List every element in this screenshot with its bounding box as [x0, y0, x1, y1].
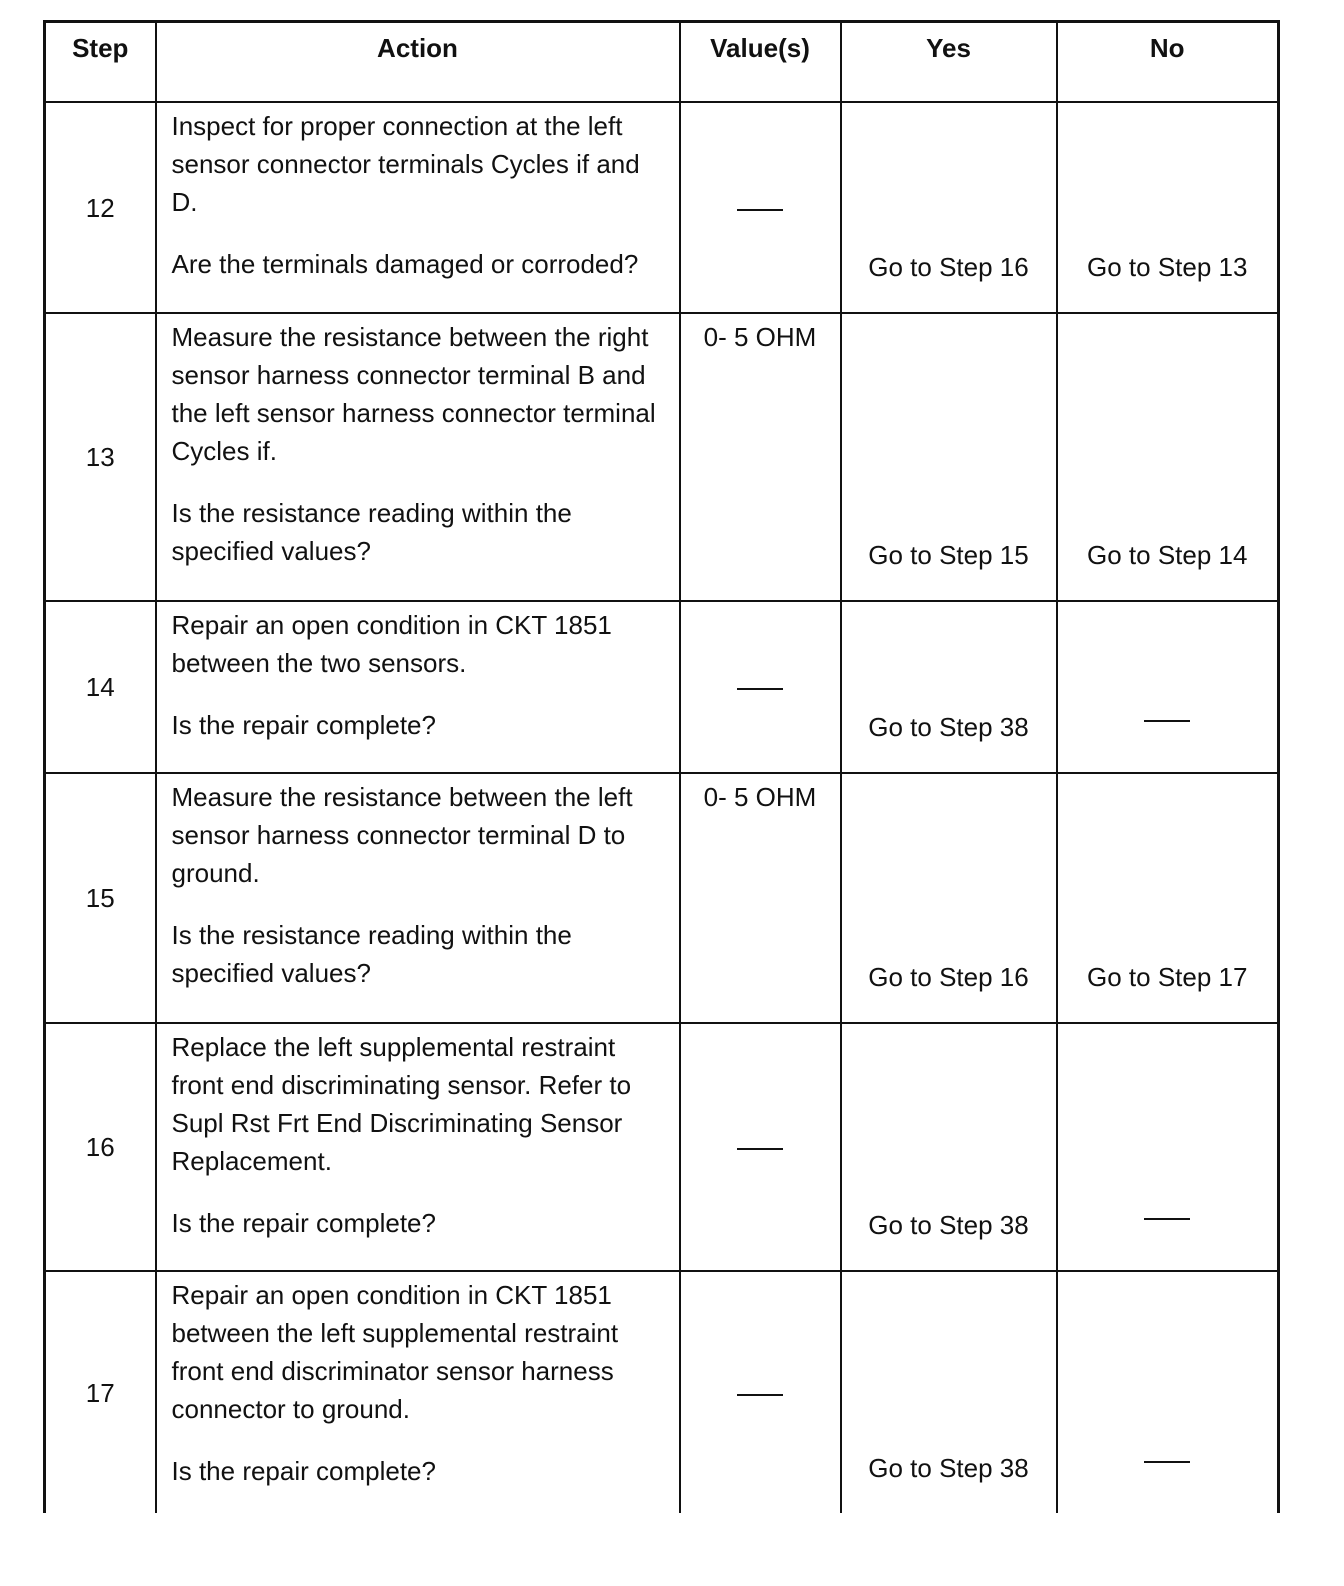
table-row: [45, 1023, 1279, 1271]
value-cell: [680, 1271, 841, 1513]
no-dash: [1144, 1218, 1190, 1220]
step-number: 17: [45, 1271, 156, 1513]
action-text: Measure the resistance between the left sensor harness connector terminal D to ground.: [171, 782, 633, 888]
no-cell: Go to Step 17: [1057, 773, 1279, 1023]
value-dash: [737, 209, 783, 211]
table-row: [45, 313, 1279, 601]
no-cell: Go to Step 14: [1057, 313, 1279, 601]
step-number: 14: [45, 601, 156, 773]
header-action: Action: [156, 22, 680, 103]
value-dash: [737, 688, 783, 690]
header-row: [45, 22, 1279, 103]
yes-cell: Go to Step 15: [841, 313, 1057, 601]
no-dash: [1144, 1461, 1190, 1463]
step-number: 13: [45, 313, 156, 601]
value-cell: [680, 1023, 841, 1271]
value-dash: [737, 1148, 783, 1150]
table-row: [45, 102, 1279, 313]
yes-cell: Go to Step 16: [841, 102, 1057, 313]
action-text: Replace the left supplemental restraint front end discriminating sensor. Refer to Supl Rst Frt End Discriminating Sensor Replacement.: [171, 1032, 632, 1176]
action-cell: [156, 313, 680, 601]
action-text: Repair an open condition in CKT 1851 between the two sensors.: [171, 610, 612, 678]
diagnostic-table: [43, 20, 1280, 1513]
action-question: Is the repair complete?: [171, 710, 436, 740]
no-cell: [1057, 601, 1279, 773]
action-question: Are the terminals damaged or corroded?: [171, 249, 639, 279]
step-number: 16: [45, 1023, 156, 1271]
header-step: Step: [45, 22, 156, 103]
action-question: Is the repair complete?: [171, 1456, 436, 1486]
yes-cell: Go to Step 38: [841, 1271, 1057, 1513]
no-cell: [1057, 1271, 1279, 1513]
action-text: Measure the resistance between the right sensor harness connector terminal B and the left sensor harness connector terminal Cycles if.: [171, 322, 656, 466]
action-cell: [156, 773, 680, 1023]
action-cell: [156, 601, 680, 773]
no-dash: [1144, 720, 1190, 722]
value-cell: [680, 102, 841, 313]
step-number: 15: [45, 773, 156, 1023]
action-question: Is the resistance reading within the specified values?: [171, 920, 572, 988]
yes-cell: Go to Step 38: [841, 1023, 1057, 1271]
action-cell: [156, 1271, 680, 1513]
value-cell: 0- 5 OHM: [680, 313, 841, 601]
table-row: [45, 601, 1279, 773]
action-cell: [156, 1023, 680, 1271]
action-question: Is the repair complete?: [171, 1208, 436, 1238]
action-text: Repair an open condition in CKT 1851 between the left supplemental restraint front end discriminator sensor harness connector to ground.: [171, 1280, 619, 1424]
table-row: [45, 773, 1279, 1023]
table-row: [45, 1271, 1279, 1513]
no-cell: Go to Step 13: [1057, 102, 1279, 313]
step-number: 12: [45, 102, 156, 313]
value-dash: [737, 1394, 783, 1396]
value-cell: 0- 5 OHM: [680, 773, 841, 1023]
header-yes: Yes: [841, 22, 1057, 103]
header-values: Value(s): [680, 22, 841, 103]
yes-cell: Go to Step 16: [841, 773, 1057, 1023]
action-text: Inspect for proper connection at the left sensor connector terminals Cycles if and D.: [171, 111, 640, 217]
header-no: No: [1057, 22, 1279, 103]
value-cell: [680, 601, 841, 773]
action-question: Is the resistance reading within the specified values?: [171, 498, 572, 566]
action-cell: [156, 102, 680, 313]
yes-cell: Go to Step 38: [841, 601, 1057, 773]
no-cell: [1057, 1023, 1279, 1271]
